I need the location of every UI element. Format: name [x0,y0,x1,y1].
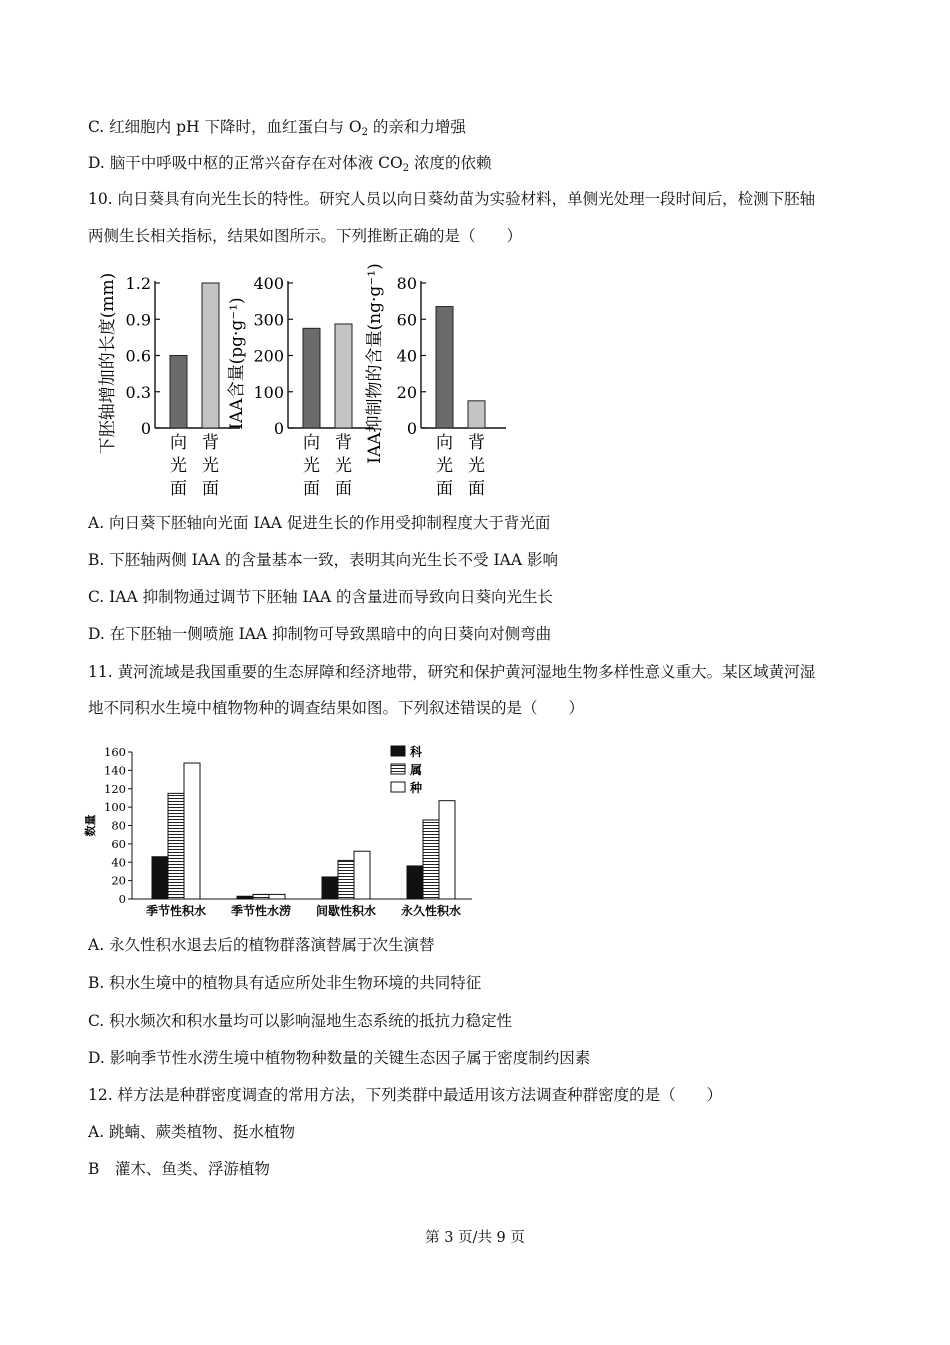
chart4-bar [269,894,285,899]
chart3-tick-label: 40 [396,346,417,366]
page-footer: 第 3 页/共 9 页 [425,1230,525,1246]
question-11-stem-line2: 地不同积水生境中植物物种的调查结果如图。下列叙述错误的是（ ） [88,699,585,717]
option-c-q9: C. 红细胞内 pH 下降时，血红蛋白与 $O_2$ 的亲和力增强 [88,118,466,138]
chart4-tick-label: 120 [104,781,126,796]
chart4-category-label: 季节性积水 [145,904,207,918]
chart4-bar [439,801,455,899]
chart3-tick-label: 20 [396,382,417,402]
chart2-bar [335,324,352,428]
chart1-tick-label: 0 [140,419,151,438]
chart2-tick-label: 300 [253,310,284,330]
chart1-category-label: 光 [202,456,219,476]
chart4-bar [152,857,168,899]
chart4-legend-label: 属 [410,763,423,777]
option-c-q10: C. IAA 抑制物通过调节下胚轴 IAA 的含量进而导致向日葵向光生长 [88,588,553,606]
chart2-category-label: 光 [335,456,352,476]
chart4-tick-label: 80 [111,818,126,833]
chart4-category-label: 永久性积水 [400,904,462,918]
chart2-category-label: 背 [335,433,352,453]
chart2-category-label: 面 [303,479,320,498]
chart2-tick-label: 100 [253,382,284,402]
chart4-legend-label: 科 [410,745,423,759]
chart3-tick-label: 0 [406,419,417,438]
chart3-category-label: 向 [436,433,453,453]
chart1-tick-label: 0.6 [125,346,151,366]
chart1-tick-label: 0.3 [125,382,151,402]
chart4-tick-label: 0 [118,892,126,906]
chart4-category-label: 间歇性积水 [315,904,377,918]
chart4-category-label: 季节性水涝 [230,904,292,918]
chart4-tick-label: 160 [104,745,126,759]
option-b-q10: B. 下胚轴两侧 IAA 的含量基本一致，表明其向光生长不受 IAA 影响 [88,551,558,569]
chart2-tick-label: 200 [253,346,284,366]
chart1-category-label: 面 [202,479,219,498]
chart3-category-label: 面 [436,479,453,498]
option-a-q11: A. 永久性积水退去后的植物群落演替属于次生演替 [88,936,435,954]
chart2-category-label: 向 [303,433,320,453]
chart4-legend-swatch [391,746,405,756]
chart3-bar [436,307,453,428]
question-10-stem-line1: 10. 向日葵具有向光生长的特性。研究人员以向日葵幼苗为实验材料，单侧光处理一段时间后，检测下胚轴 [88,190,816,208]
option-c-q11: C. 积水频次和积水量均可以影响湿地生态系统的抵抗力稳定性 [88,1012,513,1030]
chart1-category-label: 面 [170,479,187,498]
chart4-tick-label: 140 [104,763,126,778]
chart1-bar [202,283,219,428]
chart1-tick-label: 1.2 [125,274,151,293]
chart3-category-label: 光 [468,456,485,476]
question-11-stem-line1: 11. 黄河流域是我国重要的生态屏障和经济地带，研究和保护黄河湿地生物多样性意义重大。某区域黄河湿 [88,663,816,681]
chart4-bar [237,896,253,899]
chart4-bar [407,866,423,899]
option-d-q9: D. 脑干中呼吸中枢的正常兴奋存在对体液 $CO_2$ 浓度的依赖 [88,154,492,174]
option-d-q11: D. 影响季节性水涝生境中植物物种数量的关键生态因子属于密度制约因素 [88,1049,591,1067]
chart1-category-label: 向 [170,433,187,453]
chart2-tick-label: 400 [253,274,284,293]
chart4-bar [322,877,338,899]
chart1-category-label: 背 [202,433,219,453]
chart4-legend-swatch [391,764,405,774]
chart4-ylabel: 数量 [84,814,97,837]
chart3-tick-label: 60 [396,310,417,330]
chart1-tick-label: 0.9 [125,310,151,330]
chart4-tick-label: 20 [111,873,126,888]
option-d-q10: D. 在下胚轴一侧喷施 IAA 抑制物可导致黑暗中的向日葵向对侧弯曲 [88,625,552,643]
chart4-bar [184,763,200,899]
wetland-chart [80,740,490,920]
chart4-bar [423,820,439,899]
chart4-tick-label: 100 [104,800,126,815]
chart4-bar [253,894,269,899]
chart4-tick-label: 40 [111,855,126,870]
chart1-bar [170,356,187,429]
chart4-tick-label: 60 [111,836,126,851]
option-b-q12: B 灌木、鱼类、浮游植物 [88,1160,270,1178]
chart4-bar [354,851,370,899]
chart2-ylabel: IAA含量(pg·g⁻¹) [227,297,247,430]
chart4-legend-label: 种 [410,781,423,795]
question-12-stem: 12. 样方法是种群密度调查的常用方法，下列类群中最适用该方法调查种群密度的是（ ） [88,1086,723,1104]
option-b-q11: B. 积水生境中的植物具有适应所处非生物环境的共同特征 [88,974,482,992]
chart4-bar [338,860,354,899]
option-a-q12: A. 跳蝻、蕨类植物、挺水植物 [88,1123,296,1141]
question-10-stem-line2: 两侧生长相关指标，结果如图所示。下列推断正确的是（ ） [88,227,523,245]
chart3-tick-label: 80 [396,274,417,293]
chart1-ylabel: 下胚轴增加的长度(mm) [98,272,118,455]
chart2-bar [303,328,320,428]
chart4-bar [168,793,184,899]
chart3-category-label: 光 [436,456,453,476]
chart2-category-label: 面 [335,479,352,498]
sunflower-charts [95,262,515,498]
option-a-q10: A. 向日葵下胚轴向光面 IAA 促进生长的作用受抑制程度大于背光面 [88,514,551,532]
chart2-category-label: 光 [303,456,320,476]
chart4-legend-swatch [391,782,405,792]
chart3-category-label: 面 [468,479,485,498]
chart3-ylabel: IAA抑制物的含量(ng·g⁻¹) [365,263,385,464]
chart1-category-label: 光 [170,456,187,476]
chart3-bar [468,401,485,428]
chart3-category-label: 背 [468,433,485,453]
chart2-tick-label: 0 [273,419,284,438]
